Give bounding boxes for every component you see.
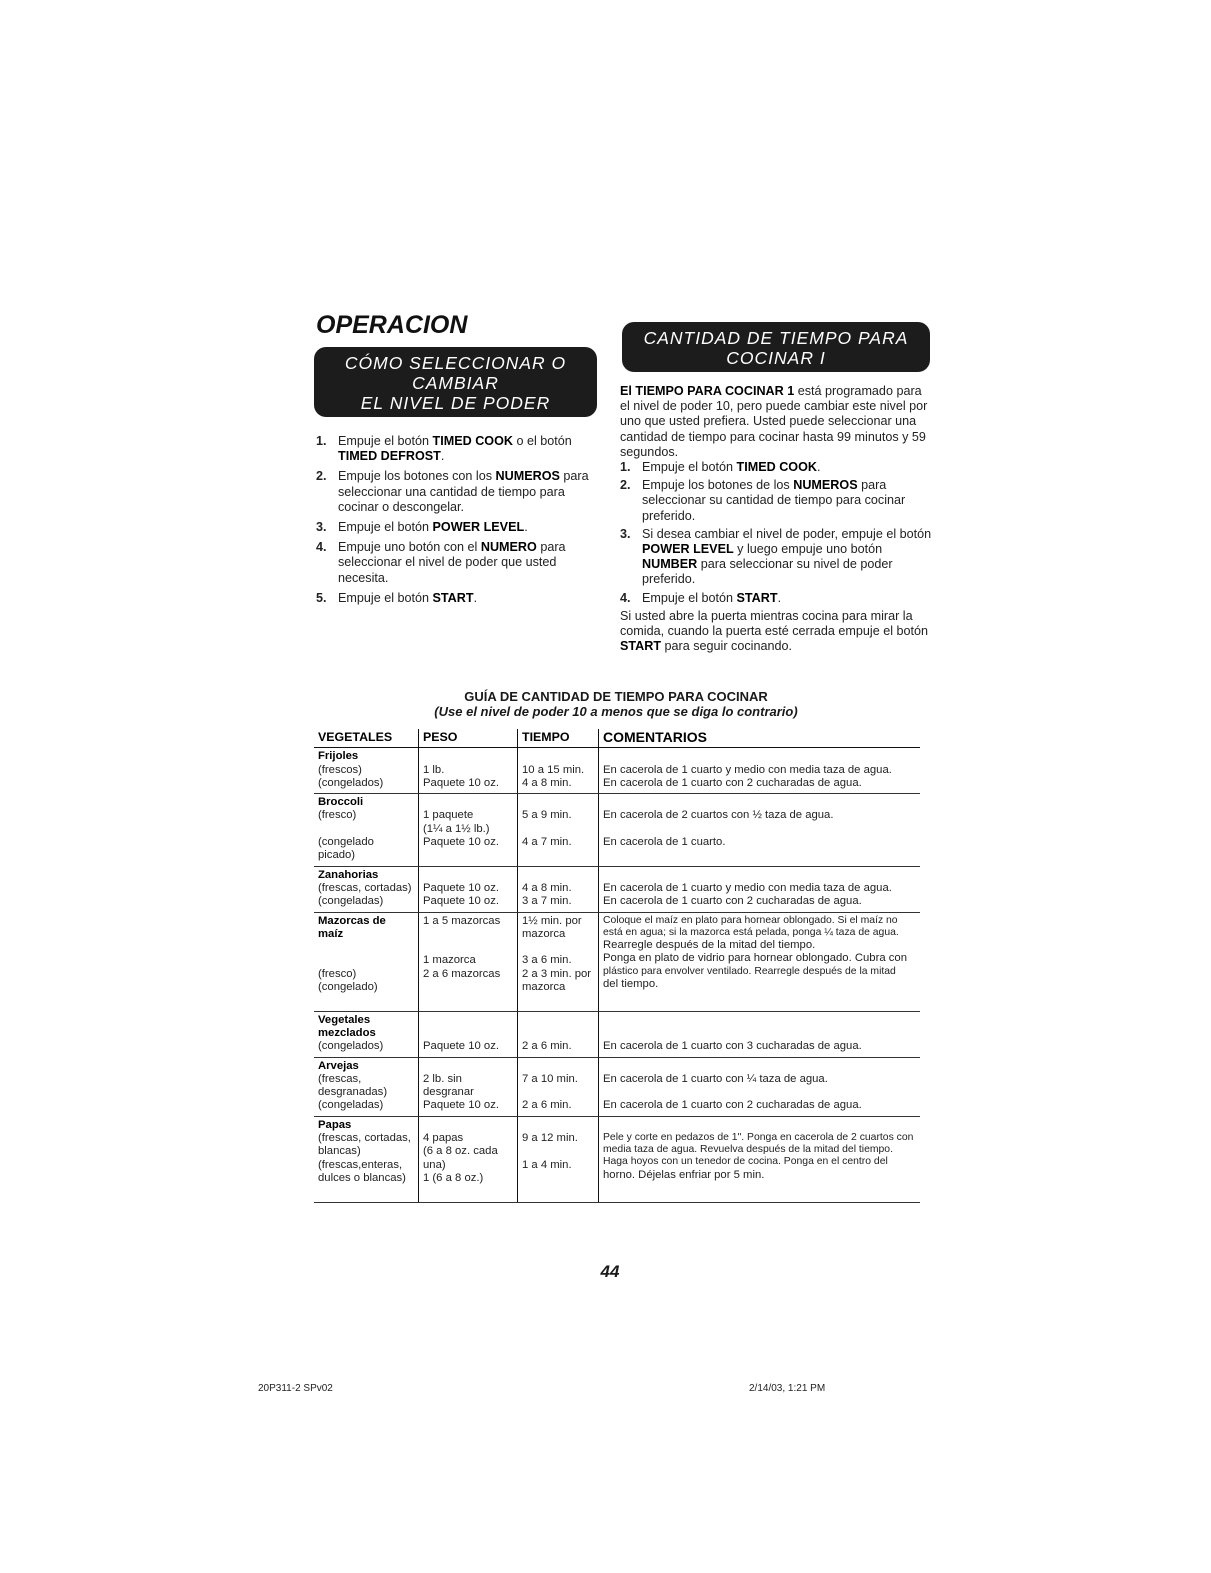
blank-line (423, 1060, 513, 1073)
vegetable-cell (314, 1057, 419, 1116)
step-body (642, 591, 932, 606)
blank-line (423, 941, 513, 954)
vegetable-text: blancas) (318, 1145, 361, 1158)
step-item (620, 460, 932, 475)
weight-cell (419, 912, 518, 1011)
blank-line (522, 1145, 594, 1158)
comment-cell (599, 912, 921, 1011)
cook-time-steps (620, 460, 932, 606)
step-item (316, 591, 601, 606)
table-row (314, 1116, 920, 1202)
time-text: 7 a 10 min. (522, 1072, 578, 1085)
step-item (620, 527, 932, 588)
button-name: NUMERO (480, 540, 537, 555)
vegetable-name: Frijoles (318, 750, 359, 763)
weight-text: Paquete 10 oz. (423, 1099, 500, 1112)
blank-line (522, 796, 594, 809)
blank-line (423, 1185, 513, 1198)
blank-line (522, 1060, 594, 1073)
time-text: 4 a 7 min. (522, 836, 572, 849)
time-text: 3 a 6 min. (522, 954, 572, 967)
step-text: Empuje el botón (642, 590, 737, 605)
blank-line (423, 1027, 513, 1040)
column-header-comentarios: COMENTARIOS (599, 729, 921, 748)
blank-line (603, 1086, 916, 1099)
time-text: mazorca (522, 981, 566, 994)
blank-line (522, 1027, 594, 1040)
step-item (316, 434, 601, 464)
step-number: 5. (316, 590, 327, 605)
cook-time-intro (620, 384, 932, 460)
weight-cell (419, 1116, 518, 1202)
comment-text: En cacerola de 1 cuarto y medio con media taza de agua. (603, 763, 892, 776)
button-name: NUMEROS (495, 469, 560, 484)
time-cell (518, 748, 599, 794)
vegetable-name: Papas (318, 1118, 352, 1131)
footer-timestamp: 2/14/03, 1:21 PM (749, 1383, 826, 1394)
vegetable-text: (congelado picado) (318, 836, 374, 862)
time-text: 2 a 3 min. por (522, 967, 592, 980)
comment-text: Rearregle después de la mitad del tiempo. (603, 938, 816, 951)
table-header-row (314, 729, 920, 748)
button-name: TIMED DEFROST (338, 449, 441, 464)
step-text: Si desea cambiar el nivel de poder, empuje el botón (642, 526, 932, 541)
vegetable-name: mezclados (318, 1026, 376, 1039)
time-cell (518, 866, 599, 912)
vegetable-text: (frescas, (318, 1072, 362, 1085)
weight-text: desgranar (423, 1086, 474, 1099)
weight-text: 1 lb. (423, 763, 445, 776)
vegetable-cell (314, 866, 419, 912)
button-name: START (736, 590, 778, 605)
step-text: . (473, 590, 478, 605)
blank-line (522, 750, 594, 763)
comment-cell (599, 1057, 921, 1116)
step-text: Empuje el botón (338, 434, 433, 448)
weight-text: Paquete 10 oz. (423, 776, 500, 789)
table-row (314, 866, 920, 912)
vegetable-text: (frescas, cortadas) (318, 881, 412, 894)
table-row (314, 748, 920, 794)
power-level-banner (314, 347, 597, 417)
page-number: 44 (600, 1262, 620, 1281)
blank-line (603, 796, 916, 809)
blank-line (603, 750, 916, 763)
step-text: o el botón (512, 434, 572, 448)
vegetable-text: (frescos) (318, 763, 362, 776)
footer-doc-code: 20P311-2 SPv02 (258, 1383, 333, 1394)
weight-cell (419, 794, 518, 866)
button-name: TIMED COOK (432, 434, 513, 448)
power-level-steps (316, 434, 601, 611)
blank-line (522, 1172, 594, 1185)
blank-line (522, 1119, 594, 1132)
banner-line: CÓMO SELECCIONAR O (344, 353, 567, 373)
comment-text: está en agua; si la mazorca está pelada, ponga ¼ taza de agua. (603, 926, 899, 938)
comment-cell (599, 866, 921, 912)
step-text: Empuje el botón (338, 520, 433, 535)
weight-text: 2 lb. sin (423, 1072, 462, 1085)
cook-time-banner (622, 322, 930, 372)
vegetable-text: (congelados) (318, 1040, 384, 1053)
step-text: Empuje el botón (642, 460, 737, 475)
weight-text: Paquete 10 oz. (423, 1040, 500, 1053)
weight-cell (419, 1057, 518, 1116)
button-name: NUMEROS (793, 478, 858, 493)
weight-text: 1 a 5 mazorcas (423, 914, 501, 927)
step-text: para seleccionar su cantidad de tiempo para cocinar preferido. (642, 478, 906, 523)
step-number: 1. (620, 460, 631, 475)
step-text: para seguir cocinando. (661, 639, 792, 654)
blank-line (318, 823, 414, 836)
time-cell (518, 1011, 599, 1057)
comment-cell (599, 1116, 921, 1202)
blank-line (522, 1014, 594, 1027)
weight-text: Paquete 10 oz. (423, 881, 500, 894)
vegetable-text: (fresco) (318, 967, 357, 980)
table-row (314, 1011, 920, 1057)
step-number: 4. (620, 590, 631, 605)
weight-text: 2 a 6 mazorcas (423, 967, 501, 980)
step-body (338, 540, 601, 586)
vegetable-text: dulces o blancas) (318, 1171, 406, 1184)
comment-text: horno. Déjelas enfriar por 5 min. (603, 1168, 765, 1181)
step-text: . (777, 590, 782, 605)
weight-cell (419, 866, 518, 912)
step-text: para seleccionar el nivel de poder que usted necesita. (338, 540, 566, 585)
blank-line (318, 994, 414, 1007)
comment-text: En cacerola de 1 cuarto. (603, 836, 726, 849)
vegetable-cell (314, 912, 419, 1011)
step-text: . (524, 520, 528, 535)
time-text: 2 a 6 min. (522, 1040, 572, 1053)
step-item (620, 478, 932, 524)
step-item (620, 591, 932, 606)
step-body (338, 591, 601, 606)
comment-text: Coloque el maíz en plato para hornear oblongado. Si el maíz no (603, 914, 898, 926)
step-number: 2. (316, 469, 327, 484)
time-cell (518, 912, 599, 1011)
comment-text: media taza de agua. Revuelva después de la mitad del tiempo. (603, 1144, 893, 1156)
blank-line (522, 869, 594, 882)
step-text: para seleccionar una cantidad de tiempo para cocinar o descongelar. (338, 469, 589, 514)
comment-text: En cacerola de 1 cuarto con 2 cucharadas de agua. (603, 895, 862, 908)
button-name: START (620, 639, 662, 654)
time-text: 1½ min. por (522, 914, 582, 927)
weight-cell (419, 1011, 518, 1057)
blank-line (318, 954, 414, 967)
time-cell (518, 1116, 599, 1202)
vegetable-name: Broccoli (318, 796, 364, 809)
time-cell (518, 1057, 599, 1116)
blank-line (423, 750, 513, 763)
guide-title: GUÍA DE CANTIDAD DE TIEMPO PARA COCINAR (464, 689, 768, 704)
blank-line (603, 1060, 916, 1073)
vegetable-text: (fresco) (318, 809, 357, 822)
weight-text: 1 paquete (423, 809, 474, 822)
blank-line (318, 941, 414, 954)
page-title: OPERACION (316, 311, 468, 339)
weight-text: (6 a 8 oz. cada una) (423, 1145, 498, 1171)
vegetable-cell (314, 748, 419, 794)
banner-line: CAMBIAR (412, 373, 499, 393)
table-body (314, 748, 920, 1202)
weight-text: (1¼ a 1½ lb.) (423, 822, 490, 835)
button-name: NUMBER (642, 557, 698, 572)
step-number: 4. (316, 540, 327, 555)
step-item (316, 520, 601, 535)
blank-line (522, 941, 594, 954)
comment-cell (599, 1011, 921, 1057)
weight-text: 1 (6 a 8 oz.) (423, 1171, 484, 1184)
cook-time-outro (620, 609, 932, 655)
blank-line (603, 869, 916, 882)
vegetable-name: Zanahorias (318, 868, 379, 881)
vegetable-cell (314, 794, 419, 866)
time-text: 4 a 8 min. (522, 881, 572, 894)
blank-line (522, 823, 594, 836)
column-header-peso: PESO (419, 729, 518, 748)
weight-cell (419, 748, 518, 794)
banner-line: EL NIVEL DE PODER (360, 393, 551, 413)
comment-text: En cacerola de 1 cuarto con ¼ taza de agua. (603, 1072, 828, 1085)
vegetable-text: (frescas,enteras, (318, 1158, 403, 1171)
time-text: 5 a 9 min. (522, 809, 572, 822)
step-number: 3. (316, 520, 327, 535)
comment-text: En cacerola de 1 cuarto y medio con media taza de agua. (603, 881, 892, 894)
step-body (642, 460, 932, 475)
step-item (316, 540, 601, 586)
vegetable-text: desgranadas) (318, 1086, 388, 1099)
vegetable-text: (frescas, cortadas, (318, 1132, 411, 1145)
banner-line: COCINAR I (726, 348, 826, 368)
step-text: Empuje los botones con los (338, 469, 496, 484)
time-text: 2 a 6 min. (522, 1099, 572, 1112)
step-text: para seleccionar su nivel de poder preferido. (642, 557, 893, 587)
comment-text: plástico para envolver ventilado. Rearregle después de la mitad (603, 965, 896, 977)
step-body (338, 434, 601, 464)
step-text: . (440, 449, 445, 464)
step-text: Empuje uno botón con el (338, 540, 481, 555)
step-text: y luego empuje uno botón (733, 542, 883, 557)
comment-text: Pele y corte en pedazos de 1". Ponga en cacerola de 2 cuartos con (603, 1132, 914, 1144)
blank-line (423, 1014, 513, 1027)
step-text: Si usted abre la puerta mientras cocina para mirar la comida, cuando la puerta esté cerrada empuje el botón (620, 608, 929, 639)
blank-line (423, 796, 513, 809)
step-item (316, 469, 601, 515)
time-text: 9 a 12 min. (522, 1132, 578, 1145)
comment-text: En cacerola de 2 cuartos con ½ taza de agua. (603, 809, 834, 822)
vegetable-name: Arvejas (318, 1059, 359, 1072)
step-body (642, 478, 932, 524)
step-text: Empuje los botones de los (642, 478, 794, 493)
step-text: Empuje el botón (338, 590, 433, 605)
weight-text: 4 papas (423, 1132, 464, 1145)
time-text: mazorca (522, 927, 566, 940)
cooking-guide-table (314, 729, 920, 1203)
blank-line (522, 1086, 594, 1099)
table-row (314, 912, 920, 1011)
vegetable-cell (314, 1116, 419, 1202)
blank-line (423, 1119, 513, 1132)
vegetable-text: (congelado) (318, 981, 378, 994)
step-number: 3. (620, 526, 631, 541)
guide-heading (316, 689, 916, 719)
vegetable-text: (congelados) (318, 776, 384, 789)
table-row (314, 794, 920, 866)
comment-text: En cacerola de 1 cuarto con 3 cucharadas de agua. (603, 1040, 862, 1053)
blank-line (603, 1014, 916, 1027)
button-name: POWER LEVEL (642, 542, 734, 557)
comment-text: Haga hoyos con un tenedor de cocina. Ponga en el centro del (603, 1156, 888, 1168)
blank-line (603, 823, 916, 836)
comment-text: En cacerola de 1 cuarto con 2 cucharadas de agua. (603, 1099, 862, 1112)
comment-text: Ponga en plato de vidrio para hornear oblongado. Cubra con (603, 952, 907, 965)
button-name: TIMED COOK (736, 460, 817, 475)
step-number: 2. (620, 478, 631, 493)
vegetable-text: (congeladas) (318, 1099, 384, 1112)
step-body (642, 527, 932, 588)
step-number: 1. (316, 434, 327, 448)
comment-text: del tiempo. (603, 977, 659, 990)
comment-cell (599, 748, 921, 794)
step-body (338, 520, 601, 535)
comment-text: En cacerola de 1 cuarto con 2 cucharadas de agua. (603, 776, 862, 789)
button-name: POWER LEVEL (432, 520, 525, 535)
weight-text: Paquete 10 oz. (423, 836, 500, 849)
time-cell (518, 794, 599, 866)
comment-cell (599, 794, 921, 866)
blank-line (423, 981, 513, 994)
vegetable-name: Vegetales (318, 1013, 371, 1026)
blank-line (423, 928, 513, 941)
button-name: START (432, 590, 474, 605)
weight-text: Paquete 10 oz. (423, 895, 500, 908)
time-text: 1 a 4 min. (522, 1158, 572, 1171)
column-header-vegetales: VEGETALES (314, 729, 419, 748)
button-name: El TIEMPO PARA COCINAR 1 (620, 384, 795, 398)
table-row (314, 1057, 920, 1116)
banner-line: CANTIDAD DE TIEMPO PARA (643, 328, 909, 348)
blank-line (603, 1027, 916, 1040)
time-text: 4 a 8 min. (522, 776, 572, 789)
vegetable-cell (314, 1011, 419, 1057)
column-header-tiempo: TIEMPO (518, 729, 599, 748)
vegetable-name: Mazorcas de maíz (318, 914, 386, 940)
time-text: 3 a 7 min. (522, 895, 572, 908)
vegetable-text: (congeladas) (318, 895, 384, 908)
blank-line (423, 869, 513, 882)
guide-subtitle: (Use el nivel de poder 10 a menos que se diga lo contrario) (434, 704, 798, 719)
weight-text: 1 mazorca (423, 954, 476, 967)
blank-line (603, 1119, 916, 1132)
step-text: . (816, 460, 821, 475)
step-text: está programado para el nivel de poder 10, pero puede cambiar este nivel por uno que usted prefiera. Usted puede seleccionar una cantidad de tiempo para cocinar hasta 99 minutos y 59 segundos. (620, 384, 928, 459)
cook-time-section (620, 384, 932, 654)
step-body (338, 469, 601, 515)
time-text: 10 a 15 min. (522, 763, 585, 776)
